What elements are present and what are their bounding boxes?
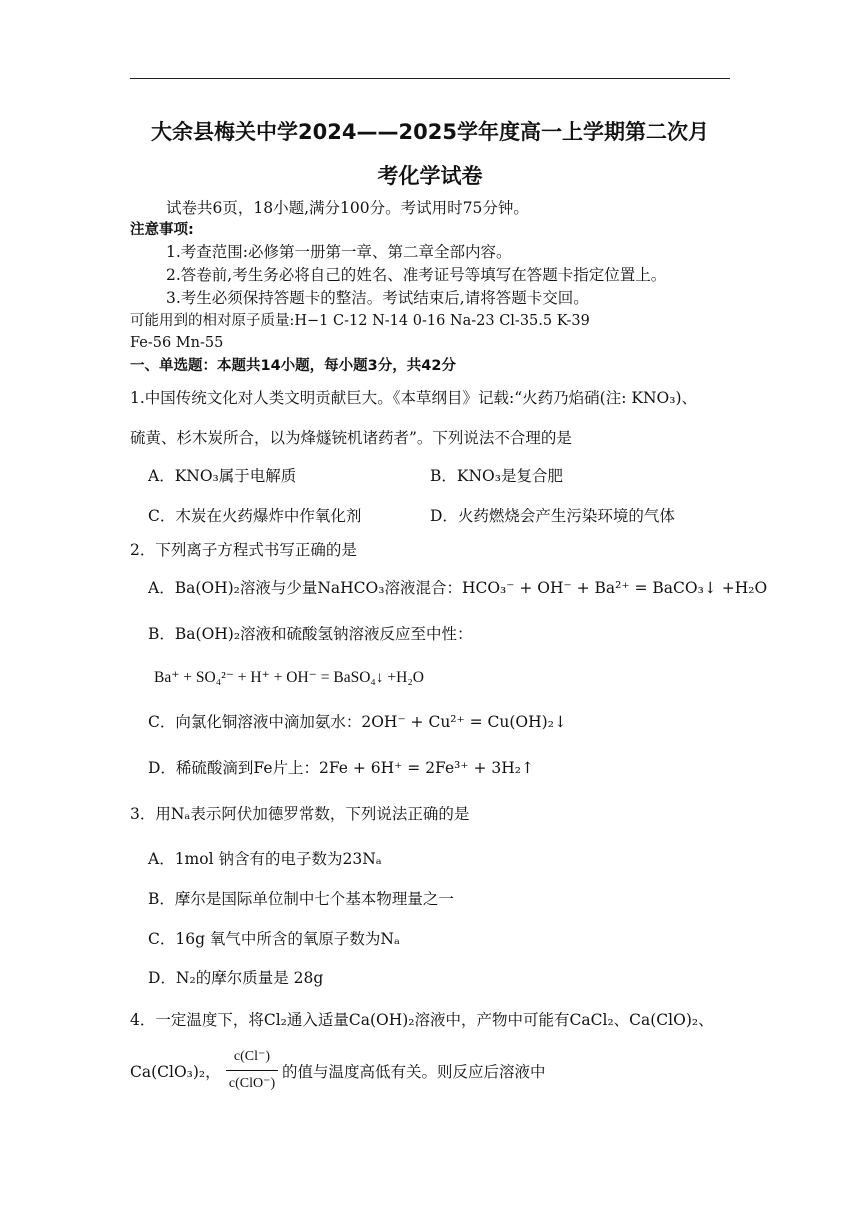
- notice-item: 1.考查范围:必修第一册第一章、第二章全部内容。: [166, 243, 512, 261]
- fraction-numerator: c(Cl⁻): [233, 1049, 271, 1064]
- fraction-bar: [226, 1070, 278, 1071]
- question-2-option-a: A．Ba(OH)₂溶液与少量NaHCO₃溶液混合：HCO₃⁻ + OH⁻ + Ba²⁺ = BaCO₃↓ +H₂O: [148, 579, 768, 597]
- question-4-stem-suffix: 的值与温度高低有关。则反应后溶液中: [282, 1063, 546, 1081]
- question-1-option-c: C．木炭在火药爆炸中作氧化剂: [148, 507, 362, 525]
- question-1-stem-cont: 硫黄、杉木炭所合，以为烽燧铳机诸药者”。下列说法不合理的是: [130, 429, 572, 447]
- chloride-ratio-fraction: [226, 1046, 278, 1095]
- question-4-stem-prefix: Ca(ClO₃)₂，: [130, 1063, 221, 1081]
- header-rule: [130, 78, 730, 79]
- question-2-option-d: D．稀硫酸滴到Fe片上：2Fe + 6H⁺ = 2Fe³⁺ + 3H₂↑: [148, 759, 534, 777]
- question-2-stem: 2．下列离子方程式书写正确的是: [130, 541, 357, 559]
- question-3-option-b: B．摩尔是国际单位制中七个基本物理量之一: [148, 890, 454, 908]
- fraction-denominator: c(ClO⁻): [228, 1076, 276, 1091]
- atomic-masses-line1: 可能用到的相对原子质量:H−1 C-12 N-14 0-16 Na-23 Cl-35.5 K-39: [130, 313, 590, 329]
- question-2-option-b: B．Ba(OH)₂溶液和硫酸氢钠溶液反应至中性：: [148, 625, 473, 643]
- question-1-option-b: B．KNO₃是复合肥: [430, 467, 563, 485]
- question-4-stem: 4．一定温度下，将Cl₂通入适量Ca(OH)₂溶液中，产物中可能有CaCl₂、Ca(ClO)₂、: [130, 1011, 714, 1029]
- question-1-stem: 1.中国传统文化对人类文明贡献巨大。《本草纲目》记载:“火药乃焰硝(注: KNO₃)、: [130, 389, 697, 407]
- question-1-option-a: A．KNO₃属于电解质: [148, 467, 297, 485]
- exam-title-line1: 大余县梅关中学2024——2025学年度高一上学期第二次月: [151, 120, 709, 144]
- exam-info: 试卷共6页，18小题,满分100分。考试用时75分钟。: [166, 199, 529, 217]
- question-3-option-c: C．16g 氧气中所含的氧原子数为Nₐ: [148, 930, 400, 948]
- question-2-option-c: C．向氯化铜溶液中滴加氨水：2OH⁻ + Cu²⁺ = Cu(OH)₂↓: [148, 713, 567, 731]
- notice-heading: 注意事项:: [130, 222, 194, 238]
- question-3-option-d: D．N₂的摩尔质量是 28g: [148, 969, 324, 987]
- question-3-stem: 3．用Nₐ表示阿伏加德罗常数，下列说法正确的是: [130, 805, 470, 823]
- question-2-option-b-equation: Ba⁺ + SO₄²⁻ + H⁺ + OH⁻ = BaSO₄↓ +H₂O: [154, 669, 424, 686]
- notice-item: 3.考生必须保持答题卡的整洁。考试结束后,请将答题卡交回。: [166, 289, 589, 307]
- atomic-masses-line2: Fe-56 Mn-55: [130, 335, 224, 351]
- section-heading: 一、单选题：本题共14小题，每小题3分，共42分: [130, 358, 456, 374]
- exam-title-line2: 考化学试卷: [377, 164, 483, 188]
- notice-item: 2.答卷前,考生务必将自己的姓名、准考证号等填写在答题卡指定位置上。: [166, 266, 667, 284]
- question-1-option-d: D．火药燃烧会产生污染环境的气体: [430, 507, 675, 525]
- question-3-option-a: A．1mol 钠含有的电子数为23Nₐ: [148, 850, 382, 868]
